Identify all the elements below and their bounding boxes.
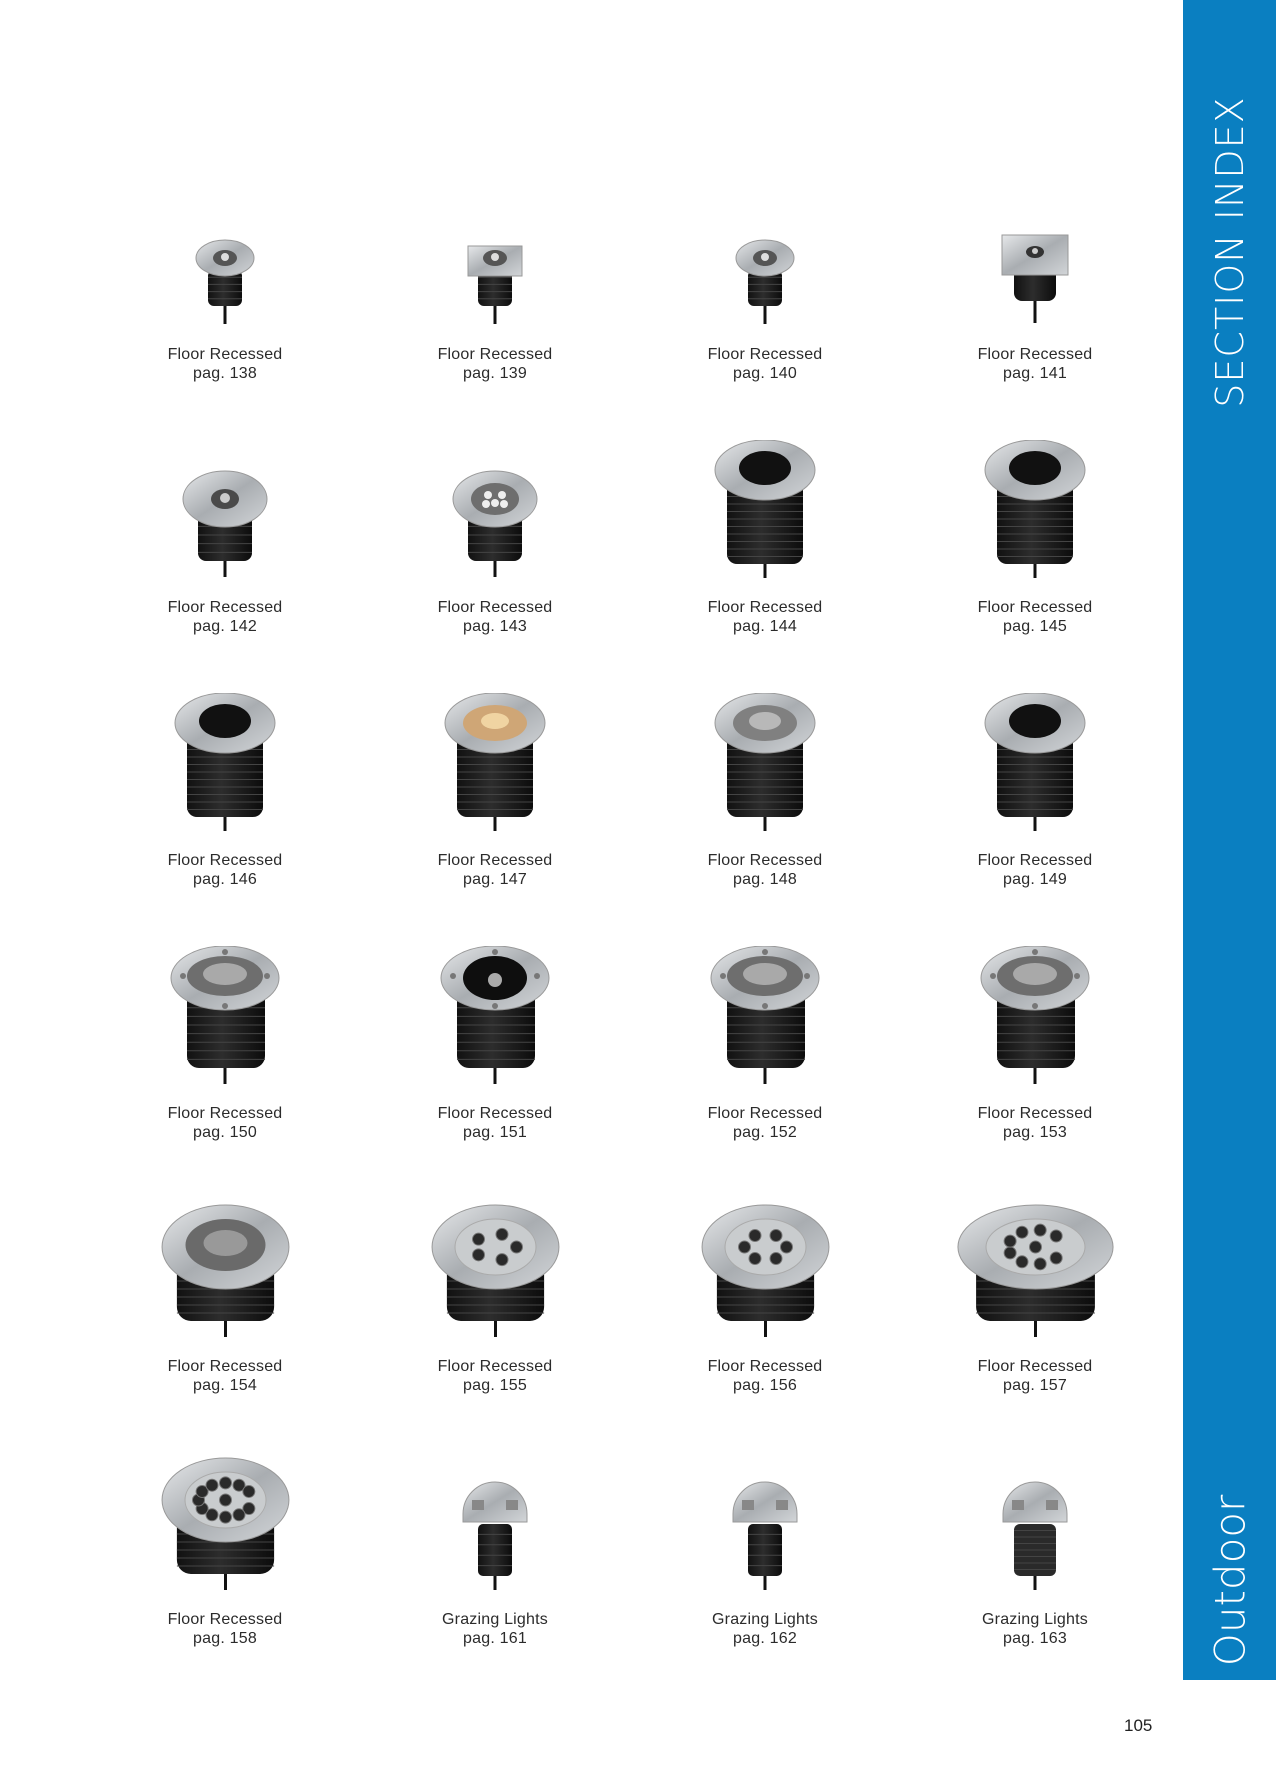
product-card[interactable] <box>90 1162 360 1415</box>
floor-light-image <box>163 946 288 1086</box>
product-page-link[interactable]: pag. 140 <box>733 365 797 382</box>
product-page-link[interactable]: pag. 141 <box>1003 365 1067 382</box>
floor-light-image <box>973 946 1098 1086</box>
product-caption <box>982 1610 1088 1648</box>
product-name: Floor Recessed <box>977 852 1093 869</box>
product-caption <box>978 851 1093 889</box>
product-page-link[interactable]: pag. 157 <box>1003 1377 1067 1394</box>
product-image <box>703 936 828 1086</box>
product-page-link[interactable]: pag. 142 <box>193 618 257 635</box>
product-image <box>990 177 1080 327</box>
product-name: Floor Recessed <box>167 346 283 363</box>
floor-light-image <box>705 440 825 580</box>
product-caption <box>708 1104 823 1142</box>
product-card[interactable] <box>630 1162 900 1415</box>
product-name: Floor Recessed <box>437 599 553 616</box>
floor-light-image <box>975 440 1095 580</box>
floor-light-image <box>435 693 555 833</box>
floor-light-image <box>990 227 1080 327</box>
product-caption <box>438 598 553 636</box>
product-card[interactable] <box>630 403 900 656</box>
product-image <box>158 1442 293 1592</box>
product-caption <box>708 345 823 383</box>
product-name: Floor Recessed <box>167 1611 283 1628</box>
product-row <box>90 1415 1170 1668</box>
product-image <box>163 936 288 1086</box>
product-caption <box>978 1357 1093 1395</box>
product-page-link[interactable]: pag. 162 <box>733 1630 797 1647</box>
product-image <box>705 683 825 833</box>
product-card[interactable] <box>360 1415 630 1668</box>
product-row <box>90 1162 1170 1415</box>
product-image <box>975 683 1095 833</box>
product-name: Floor Recessed <box>437 346 553 363</box>
product-image <box>720 1442 810 1592</box>
product-card[interactable] <box>90 403 360 656</box>
product-card[interactable] <box>360 656 630 909</box>
product-caption <box>168 1104 283 1142</box>
product-name: Floor Recessed <box>977 1105 1093 1122</box>
product-name: Floor Recessed <box>707 852 823 869</box>
product-name: Floor Recessed <box>167 1358 283 1375</box>
section-index-title: SECTION INDEX <box>1207 96 1252 408</box>
product-page-link[interactable]: pag. 151 <box>463 1124 527 1141</box>
product-page-link[interactable]: pag. 163 <box>1003 1630 1067 1647</box>
product-page-link[interactable]: pag. 149 <box>1003 871 1067 888</box>
floor-light-image <box>450 1472 540 1592</box>
floor-light-image <box>170 465 280 580</box>
product-card[interactable] <box>90 1415 360 1668</box>
product-page-link[interactable]: pag. 161 <box>463 1630 527 1647</box>
floor-light-image <box>440 465 550 580</box>
product-page-link[interactable]: pag. 144 <box>733 618 797 635</box>
product-name: Floor Recessed <box>977 346 1093 363</box>
product-name: Floor Recessed <box>167 599 283 616</box>
product-image <box>170 430 280 580</box>
floor-light-image <box>165 693 285 833</box>
product-image <box>705 430 825 580</box>
product-card[interactable] <box>900 909 1170 1162</box>
floor-light-image <box>705 693 825 833</box>
product-card[interactable] <box>900 150 1170 403</box>
product-caption <box>168 345 283 383</box>
product-caption <box>168 1610 283 1648</box>
floor-light-image <box>180 232 270 327</box>
product-page-link[interactable]: pag. 138 <box>193 365 257 382</box>
floor-light-image <box>703 946 828 1086</box>
product-image <box>450 177 540 327</box>
floor-light-image <box>720 1472 810 1592</box>
product-card[interactable] <box>900 656 1170 909</box>
product-card[interactable] <box>900 1162 1170 1415</box>
floor-light-image <box>698 1199 833 1339</box>
floor-light-image <box>433 946 558 1086</box>
product-card[interactable] <box>900 403 1170 656</box>
product-card[interactable] <box>360 403 630 656</box>
floor-light-image <box>158 1452 293 1592</box>
product-row <box>90 656 1170 909</box>
product-caption <box>438 851 553 889</box>
product-caption <box>978 598 1093 636</box>
product-card[interactable] <box>360 909 630 1162</box>
product-image <box>433 936 558 1086</box>
product-name: Grazing Lights <box>442 1611 548 1628</box>
product-image <box>450 1442 540 1592</box>
product-page-link[interactable]: pag. 154 <box>193 1377 257 1394</box>
product-name: Floor Recessed <box>167 852 283 869</box>
product-image <box>435 683 555 833</box>
product-image <box>953 1189 1118 1339</box>
product-card[interactable] <box>360 150 630 403</box>
page-number: 105 <box>1124 1716 1153 1735</box>
product-image <box>158 1189 293 1339</box>
product-page-link[interactable]: pag. 158 <box>193 1630 257 1647</box>
floor-light-image <box>428 1199 563 1339</box>
product-image <box>165 683 285 833</box>
product-page-link[interactable]: pag. 147 <box>463 871 527 888</box>
product-name: Floor Recessed <box>707 346 823 363</box>
product-card[interactable] <box>630 909 900 1162</box>
product-name: Floor Recessed <box>437 1358 553 1375</box>
product-name: Floor Recessed <box>437 1105 553 1122</box>
product-caption <box>168 1357 283 1395</box>
product-row <box>90 909 1170 1162</box>
product-caption <box>438 345 553 383</box>
floor-light-image <box>975 693 1095 833</box>
product-card[interactable] <box>630 1415 900 1668</box>
product-name: Grazing Lights <box>982 1611 1088 1628</box>
product-name: Floor Recessed <box>167 1105 283 1122</box>
product-card[interactable] <box>90 150 360 403</box>
floor-light-image <box>450 232 540 327</box>
floor-light-image <box>990 1472 1080 1592</box>
product-page-link[interactable]: pag. 155 <box>463 1377 527 1394</box>
product-card[interactable] <box>900 1415 1170 1668</box>
product-row <box>90 150 1170 403</box>
section-sidebar <box>1183 0 1276 1680</box>
product-caption <box>708 851 823 889</box>
product-name: Floor Recessed <box>707 599 823 616</box>
product-caption <box>708 1357 823 1395</box>
product-image <box>990 1442 1080 1592</box>
floor-light-image <box>158 1199 293 1339</box>
product-caption <box>438 1357 553 1395</box>
product-image <box>698 1189 833 1339</box>
product-grid <box>90 150 1170 1668</box>
product-card[interactable] <box>630 150 900 403</box>
product-caption <box>978 1104 1093 1142</box>
product-card[interactable] <box>90 909 360 1162</box>
product-page-link[interactable]: pag. 146 <box>193 871 257 888</box>
floor-light-image <box>720 232 810 327</box>
product-name: Floor Recessed <box>977 599 1093 616</box>
product-caption <box>438 1104 553 1142</box>
product-image <box>440 430 550 580</box>
product-page-link[interactable]: pag. 152 <box>733 1124 797 1141</box>
product-image <box>720 177 810 327</box>
product-card[interactable] <box>630 656 900 909</box>
product-page-link[interactable]: pag. 148 <box>733 871 797 888</box>
product-name: Floor Recessed <box>977 1358 1093 1375</box>
product-caption <box>712 1610 818 1648</box>
product-page-link[interactable]: pag. 156 <box>733 1377 797 1394</box>
floor-light-image <box>953 1199 1118 1339</box>
product-page-link[interactable]: pag. 150 <box>193 1124 257 1141</box>
product-page-link[interactable]: pag. 139 <box>463 365 527 382</box>
product-page-link[interactable]: pag. 145 <box>1003 618 1067 635</box>
product-caption <box>442 1610 548 1648</box>
section-outdoor-label: Outdoor <box>1205 1494 1254 1667</box>
product-caption <box>708 598 823 636</box>
product-card[interactable] <box>360 1162 630 1415</box>
product-caption <box>168 598 283 636</box>
product-image <box>975 430 1095 580</box>
product-name: Floor Recessed <box>707 1358 823 1375</box>
product-row <box>90 403 1170 656</box>
product-image <box>428 1189 563 1339</box>
product-page-link[interactable]: pag. 153 <box>1003 1124 1067 1141</box>
product-name: Grazing Lights <box>712 1611 818 1628</box>
product-name: Floor Recessed <box>437 852 553 869</box>
product-card[interactable] <box>90 656 360 909</box>
product-caption <box>168 851 283 889</box>
product-image <box>180 177 270 327</box>
product-name: Floor Recessed <box>707 1105 823 1122</box>
product-caption <box>978 345 1093 383</box>
product-page-link[interactable]: pag. 143 <box>463 618 527 635</box>
product-image <box>973 936 1098 1086</box>
